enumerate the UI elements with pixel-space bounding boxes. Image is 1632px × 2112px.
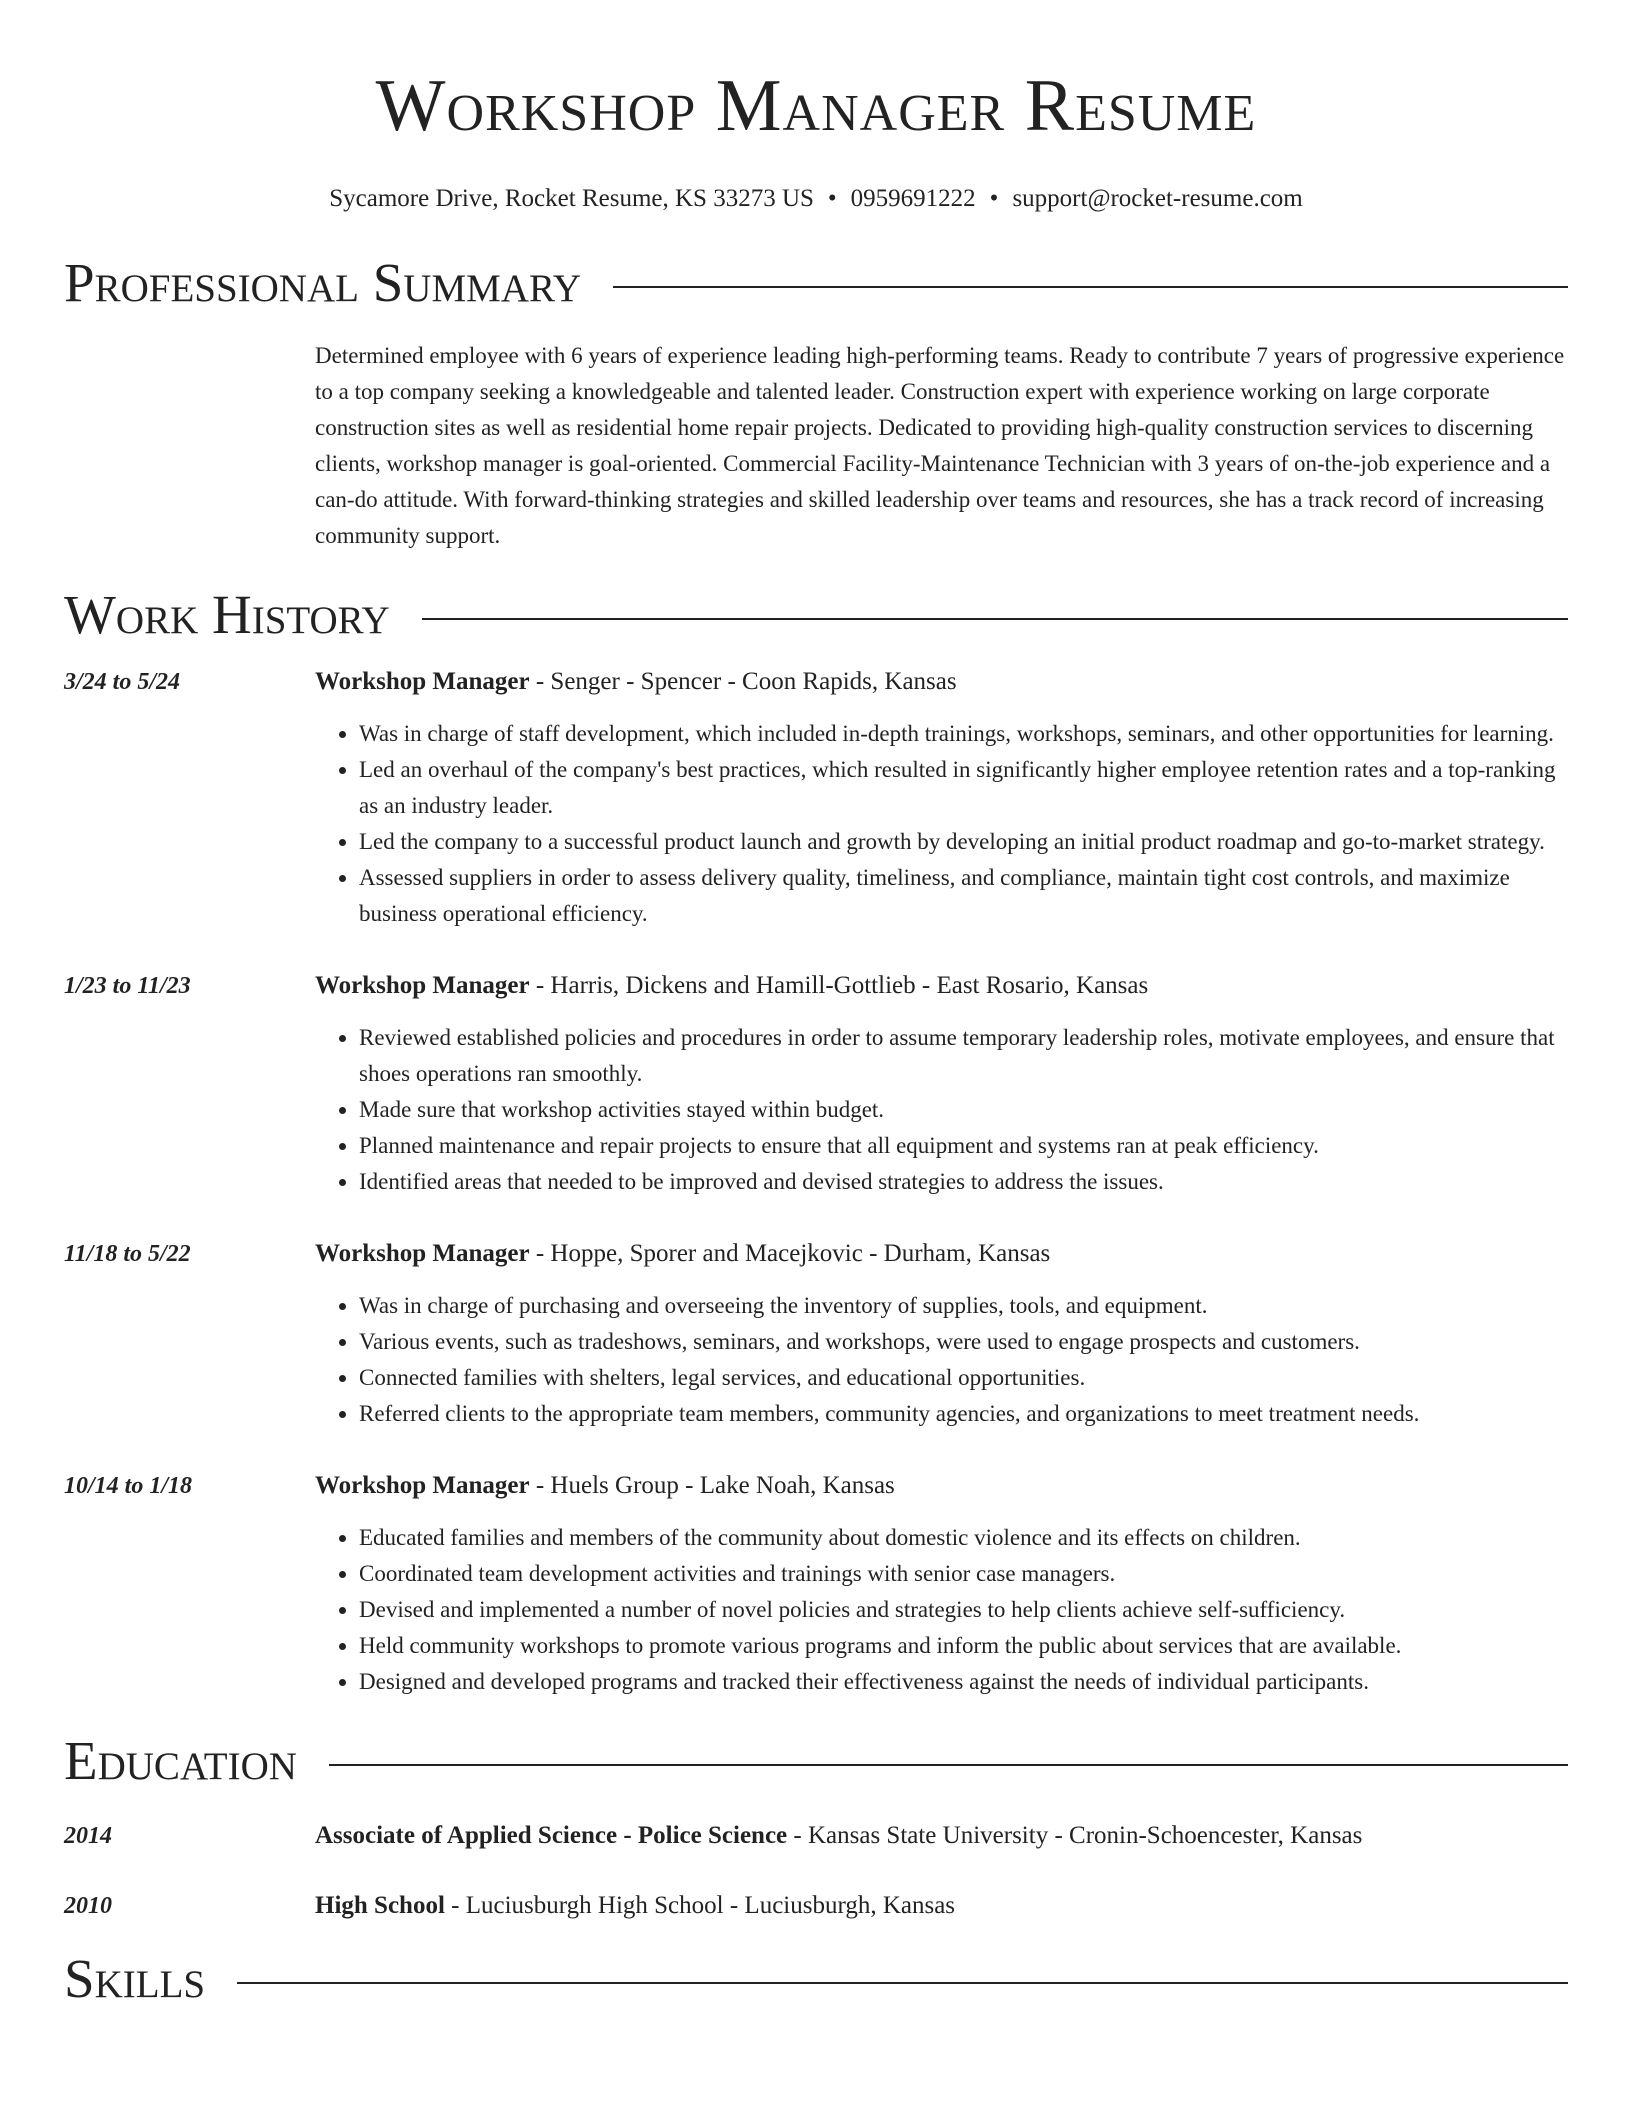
section-title-skills: Skills — [64, 1948, 206, 2009]
job-entry — [64, 664, 1568, 932]
job-bullets — [315, 1520, 1568, 1700]
job-bullet: • Led an overhaul of the company's best practices, which resulted in significantly higher employee retention rates and a top-ranking as an industry leader. — [359, 752, 1568, 824]
section-header-education — [64, 1728, 1568, 1794]
section-title-work: Work History — [64, 584, 390, 645]
education-body — [315, 1818, 1568, 1854]
job-bullet: • Held community workshops to promote various programs and inform the public about services that are available. — [359, 1628, 1568, 1664]
education-school-location: - Luciusburgh High School - Luciusburgh, Kansas — [444, 1892, 956, 1919]
section-divider — [613, 286, 1568, 288]
job-dates: 10/14 to 1/18 — [64, 1473, 193, 1499]
job-heading — [315, 1468, 1568, 1504]
contact-separator: • — [989, 185, 999, 212]
contact-line — [64, 184, 1568, 214]
job-bullet: • Led the company to a successful product launch and growth by developing an initial product roadmap and go-to-market strategy. — [359, 824, 1568, 860]
job-dates: 3/24 to 5/24 — [64, 669, 181, 695]
section-title-education: Education — [64, 1730, 297, 1791]
job-title: Workshop Manager — [315, 972, 530, 999]
job-heading — [315, 968, 1568, 1004]
education-entry — [64, 1818, 1568, 1854]
job-employer-location: - Huels Group - Lake Noah, Kansas — [529, 1472, 895, 1499]
education-degree: Associate of Applied Science - Police Science — [315, 1822, 788, 1849]
section-header-skills — [64, 1946, 1568, 2012]
contact-separator: • — [827, 185, 837, 212]
job-body — [315, 1468, 1568, 1700]
section-title-summary: Professional Summary — [64, 252, 582, 313]
job-title: Workshop Manager — [315, 1240, 530, 1267]
education-school-location: - Kansas State University - Cronin-Schoencester, Kansas — [787, 1822, 1363, 1849]
job-bullets — [315, 1288, 1568, 1432]
job-bullet: • Connected families with shelters, legal services, and educational opportunities. — [359, 1360, 1568, 1396]
job-entry — [64, 1236, 1568, 1432]
job-employer-location: - Harris, Dickens and Hamill-Gottlieb - East Rosario, Kansas — [529, 972, 1149, 999]
job-dates: 1/23 to 11/23 — [64, 973, 191, 999]
job-bullet: • Referred clients to the appropriate team members, community agencies, and organizations to meet treatment needs. — [359, 1396, 1568, 1432]
contact-address: Sycamore Drive, Rocket Resume, KS 33273 US — [329, 185, 814, 212]
education-body — [315, 1888, 1568, 1924]
job-body — [315, 968, 1568, 1200]
job-title: Workshop Manager — [315, 1472, 530, 1499]
work-history-list — [64, 664, 1568, 1700]
job-title: Workshop Manager — [315, 668, 530, 695]
job-entry — [64, 1468, 1568, 1700]
job-heading — [315, 664, 1568, 700]
job-bullets — [315, 1020, 1568, 1200]
job-bullet: • Planned maintenance and repair projects to ensure that all equipment and systems ran at peak efficiency. — [359, 1128, 1568, 1164]
education-year: 2010 — [64, 1893, 112, 1919]
section-divider — [329, 1764, 1568, 1766]
job-bullet: • Made sure that workshop activities stayed within budget. — [359, 1092, 1568, 1128]
job-body — [315, 664, 1568, 932]
section-header-work — [64, 582, 1568, 648]
summary-text: Determined employee with 6 years of experience leading high-performing teams. Ready to contribute 7 years of progressive experience to a top company seeking a knowledgeable and talented leader. Construction expert with experience working on large corporate construction sites as well as residential home repair projects. Dedicated to providing high-quality construction services to discerning clients, workshop manager is goal-oriented. Commercial Facility-Maintenance Technician with 3 years of on-the-job experience and a can-do attitude. With forward-thinking strategies and skilled leadership over teams and resources, she has a track record of increasing community support. — [315, 343, 1565, 548]
contact-phone: 0959691222 — [850, 185, 976, 212]
job-bullet: • Was in charge of purchasing and overseeing the inventory of supplies, tools, and equipment. — [359, 1288, 1568, 1324]
contact-email: support@rocket-resume.com — [1012, 185, 1303, 212]
section-header-summary — [64, 250, 1568, 316]
job-bullet: • Assessed suppliers in order to assess delivery quality, timeliness, and compliance, maintain tight cost controls, and maximize business operational efficiency. — [359, 860, 1568, 932]
job-bullet: • Educated families and members of the community about domestic violence and its effects on children. — [359, 1520, 1568, 1556]
job-entry — [64, 968, 1568, 1200]
education-entry — [64, 1888, 1568, 1924]
education-degree: High School — [315, 1892, 445, 1919]
job-bullet: • Designed and developed programs and tracked their effectiveness against the needs of individual participants. — [359, 1664, 1568, 1700]
job-bullet: • Identified areas that needed to be improved and devised strategies to address the issues. — [359, 1164, 1568, 1200]
job-dates: 11/18 to 5/22 — [64, 1241, 191, 1267]
resume-title: Workshop Manager Resume — [375, 65, 1257, 147]
job-bullet: • Devised and implemented a number of novel policies and strategies to help clients achieve self-sufficiency. — [359, 1592, 1568, 1628]
section-divider — [237, 1982, 1568, 1984]
job-bullet: • Coordinated team development activities and trainings with senior case managers. — [359, 1556, 1568, 1592]
job-body — [315, 1236, 1568, 1432]
job-heading — [315, 1236, 1568, 1272]
job-employer-location: - Senger - Spencer - Coon Rapids, Kansas — [529, 668, 957, 695]
education-list — [64, 1818, 1568, 1924]
job-bullet: • Various events, such as tradeshows, seminars, and workshops, were used to engage prospects and customers. — [359, 1324, 1568, 1360]
job-bullet: • Was in charge of staff development, which included in-depth trainings, workshops, seminars, and other opportunities for learning. — [359, 716, 1568, 752]
education-year: 2014 — [64, 1823, 112, 1849]
section-divider — [422, 618, 1568, 620]
job-bullets — [315, 716, 1568, 932]
job-employer-location: - Hoppe, Sporer and Macejkovic - Durham, Kansas — [529, 1240, 1051, 1267]
job-bullet: • Reviewed established policies and procedures in order to assume temporary leadership roles, motivate employees, and ensure that shoes operations ran smoothly. — [359, 1020, 1568, 1092]
resume-page — [64, 0, 1568, 2012]
